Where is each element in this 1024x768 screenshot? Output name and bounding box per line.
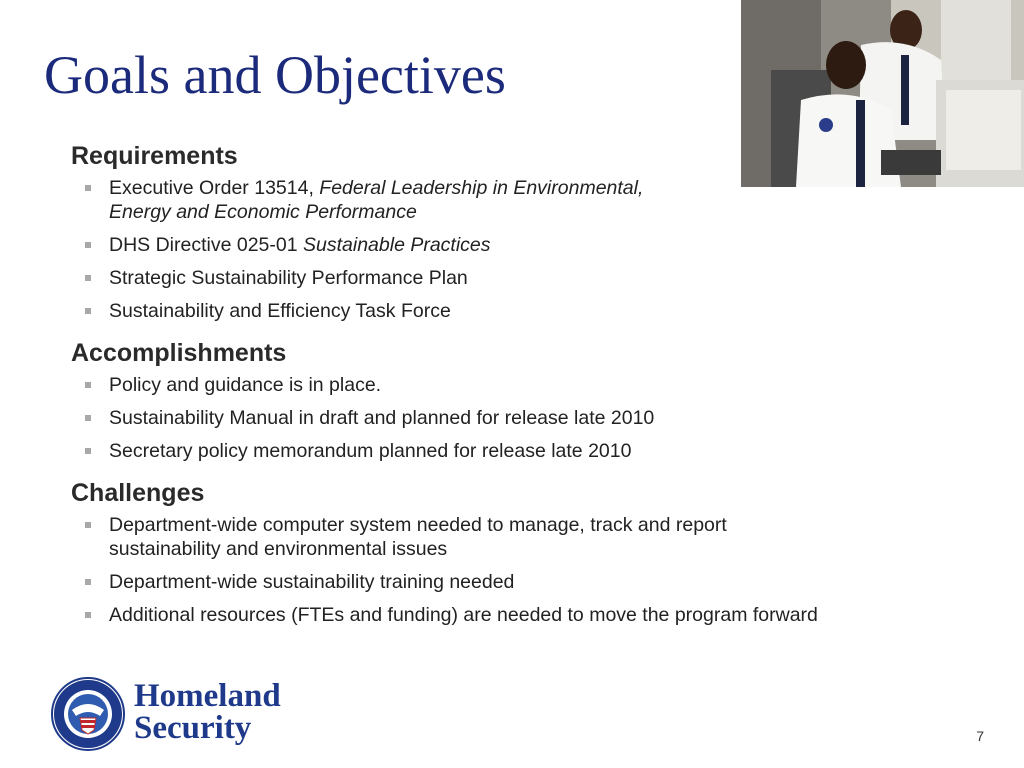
list-item [71, 176, 971, 224]
page-number: 7 [976, 728, 984, 744]
item-text: Department-wide computer system needed to manage, track and report [109, 514, 727, 536]
section-heading: Challenges [71, 479, 205, 507]
item-text: Department-wide sustainability training needed [109, 571, 515, 593]
bullet-square-icon [85, 308, 91, 314]
bullet-square-icon [85, 612, 91, 618]
item-text: Executive Order 13514, [109, 177, 320, 199]
section-accomplishments [71, 337, 971, 463]
logo-wordmark [134, 680, 281, 744]
homeland-security-logo [50, 676, 310, 752]
section-heading: Requirements [71, 142, 238, 170]
bullet-list [71, 373, 971, 463]
logo-line-1: Homeland [134, 678, 281, 714]
item-text: Sustainability Manual in draft and planned for release late 2010 [109, 407, 655, 429]
list-item [71, 233, 971, 257]
list-item [71, 266, 971, 290]
item-text: DHS Directive 025-01 [109, 234, 303, 256]
item-text: Policy and guidance is in place. [109, 374, 382, 396]
bullet-square-icon [85, 415, 91, 421]
list-item [71, 373, 971, 397]
bullet-square-icon [85, 185, 91, 191]
item-italic-text-continued: Energy and Economic Performance [109, 201, 417, 223]
item-text: Sustainability and Efficiency Task Force [109, 300, 451, 322]
item-text: Strategic Sustainability Performance Plan [109, 267, 468, 289]
section-requirements [71, 140, 971, 323]
bullet-list [71, 176, 971, 323]
dhs-seal-icon [50, 676, 126, 752]
item-text: Additional resources (FTEs and funding) are needed to move the program forward [109, 604, 818, 626]
bullet-square-icon [85, 448, 91, 454]
item-italic-text: Sustainable Practices [303, 234, 491, 256]
slide-title: Goals and Objectives [44, 45, 506, 105]
bullet-square-icon [85, 382, 91, 388]
bullet-square-icon [85, 242, 91, 248]
list-item [71, 439, 971, 463]
list-item [71, 513, 971, 561]
item-text: Secretary policy memorandum planned for release late 2010 [109, 440, 632, 462]
list-item [71, 570, 971, 594]
bullet-square-icon [85, 579, 91, 585]
bullet-list [71, 513, 971, 627]
section-challenges [71, 477, 971, 627]
bullet-square-icon [85, 522, 91, 528]
logo-line-2: Security [134, 710, 252, 746]
list-item [71, 299, 971, 323]
bullet-square-icon [85, 275, 91, 281]
item-italic-text: Federal Leadership in Environmental, [319, 177, 644, 199]
slide-content [71, 140, 971, 641]
list-item [71, 406, 971, 430]
item-text-continued: sustainability and environmental issues [109, 538, 448, 560]
list-item [71, 603, 971, 627]
section-heading: Accomplishments [71, 339, 287, 367]
